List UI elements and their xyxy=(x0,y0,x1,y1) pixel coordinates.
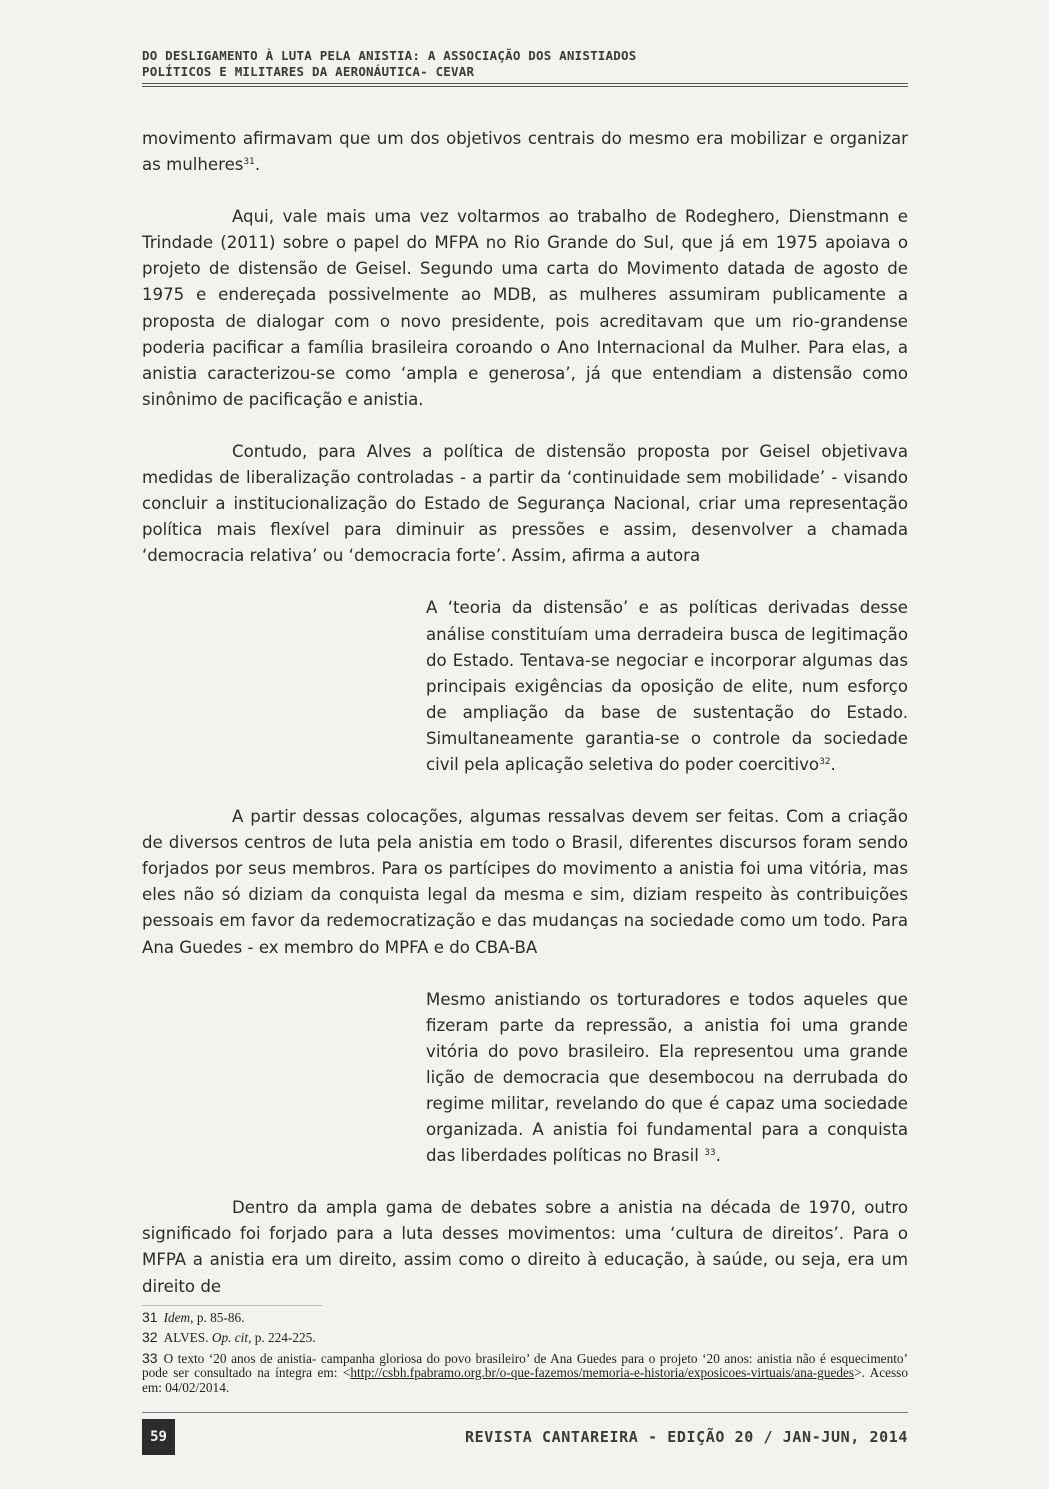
article-body xyxy=(142,126,908,1300)
footnote: 32 ALVES. Op. cit, p. 224-225. xyxy=(142,1329,316,1346)
footnote-rule xyxy=(142,1305,322,1306)
page-number: 59 xyxy=(142,1419,175,1455)
journal-footer: REVISTA CANTAREIRA - EDIÇÃO 20 / JAN-JUN, 2014 xyxy=(464,1428,908,1446)
running-header xyxy=(142,48,908,87)
footnote-link[interactable]: http://csbh.fpabramo.org.br/o-que-fazemos/memoria-e-historia/exposicoes-virtuais/ana-guedes xyxy=(350,1365,855,1381)
block-quote: A ‘teoria da distensão’ e as políticas derivadas desse análise constituíam uma derradeira busca de legitimação do Estado. Tentava-se negociar e incorporar algumas das principais exigências da oposição de elite, num esforço de ampliação da base de sustentação do Estado. Simultaneamente garantia-se o controle da sociedade civil pela aplicação seletiva do poder coercitivo$^{32}$. xyxy=(426,598,908,774)
footnote-ref[interactable]: 31 xyxy=(243,157,255,168)
paragraph: A partir dessas colocações, algumas ressalvas devem ser feitas. Com a criação de diversos centros de luta pela anistia em todo o Brasil, diferentes discursos foram sendo forjados por seus membros. Para os partícipes do movimento a anistia foi uma vitória, mas eles não só diziam da conquista legal da mesma e sim, diziam respeito às contribuições pessoais em favor da redemocratização e das mudanças na sociedade como um todo. Para Ana Guedes - ex membro do MPFA e do CBA-BA xyxy=(142,807,908,957)
footnote-ref[interactable]: 32 xyxy=(819,756,831,767)
header-rule xyxy=(142,83,908,84)
header-rule-double xyxy=(142,86,908,87)
running-header-title: DO DESLIGAMENTO À LUTA PELA ANISTIA: A ASSOCIAÇÃO DOS ANISTIADOS POLÍTICOS E MILITARES DA AERONÁUTICA- CEVAR xyxy=(142,48,637,79)
footnote: 31 Idem, p. 85-86. xyxy=(142,1309,245,1325)
paragraph: Contudo, para Alves a política de distensão proposta por Geisel objetivava medidas de liberalização controladas - a partir da ‘continuidade sem mobilidade’ - visando concluir a institucionalização do Estado de Segurança Nacional, criar uma representação política mais flexível para diminuir as pressões e assim, desenvolver a chamada ‘democracia relativa’ ou ‘democracia forte’. Assim, afirma a autora xyxy=(142,441,908,566)
footer-rule xyxy=(142,1412,908,1413)
block-quote: Mesmo anistiando os torturadores e todos aqueles que fizeram parte da repressão, a anistia foi uma grande vitória do povo brasileiro. Ela representou uma grande lição de democracia que desembocou na derrubada do regime militar, revelando do que é capaz uma sociedade organizada. A anistia foi fundamental para a conquista das liberdades políticas no Brasil $^{33}$. xyxy=(426,989,908,1166)
paragraph: movimento afirmavam que um dos objetivos centrais do mesmo era mobilizar e organizar as mulheres$^{31}$. xyxy=(142,129,908,175)
footnote-ref[interactable]: 33 xyxy=(704,1148,716,1159)
footnotes xyxy=(142,1305,908,1400)
footnote: 33 O texto ‘20 anos de anistia- campanha gloriosa do povo brasileiro’ de Ana Guedes para o projeto ‘20 anos: anistia não é esquecimento’ pode ser consultado na íntegra em: <http://csbh.fpabramo.org.br/o-que-fazemos/memoria-e-historia/exposicoes-virtuais/ana-guedes>. Acesso em: 04/02/2014. xyxy=(142,1349,908,1395)
paragraph: Aqui, vale mais uma vez voltarmos ao trabalho de Rodeghero, Dienstmann e Trindade (2011) sobre o papel do MFPA no Rio Grande do Sul, que já em 1975 apoiava o projeto de distensão de Geisel. Segundo uma carta do Movimento datada de agosto de 1975 e endereçada possivelmente ao MDB, as mulheres assumiram publicamente a proposta de dialogar com o novo presidente, pois acreditavam que um rio-grandense poderia pacificar a família brasileira coroando o Ano Internacional da Mulher. Para elas, a anistia caracterizou-se como ‘ampla e generosa’, já que entendiam a distensão como sinônimo de pacificação e anistia. xyxy=(142,207,908,409)
paragraph: Dentro da ampla gama de debates sobre a anistia na década de 1970, outro significado foi forjado para a luta desses movimentos: uma ‘cultura de direitos’. Para o MFPA a anistia era um direito, assim como o direito à educação, à saúde, ou seja, era um direito de xyxy=(142,1198,908,1296)
